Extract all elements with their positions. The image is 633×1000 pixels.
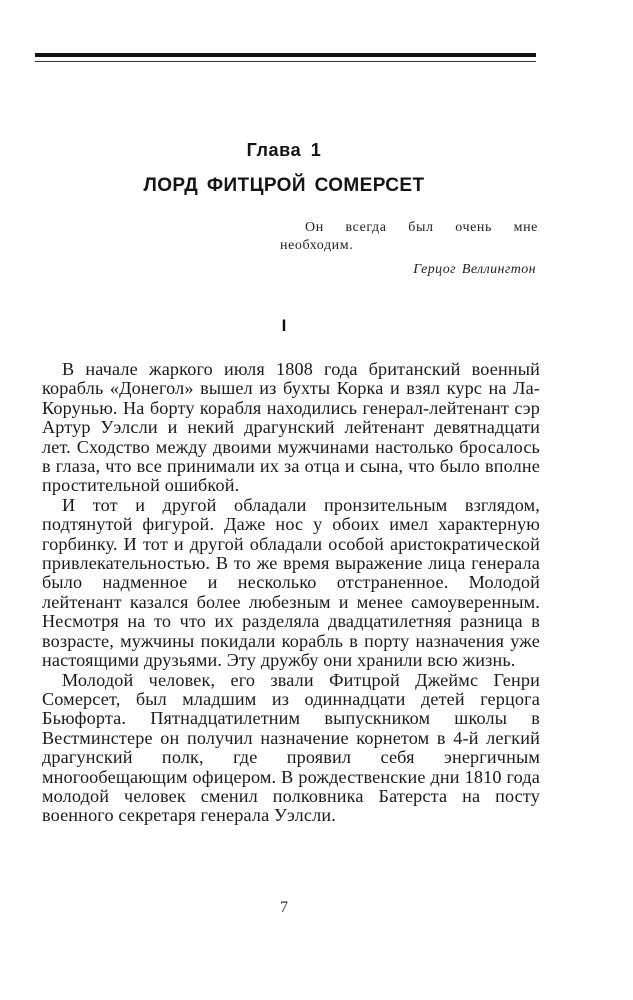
epigraph [280, 219, 538, 279]
page-number: 7 [280, 899, 288, 916]
epigraph-text: Он всегда был очень мне необходим. [280, 220, 538, 253]
epigraph-author: Герцог Веллингтон [413, 262, 536, 277]
header-rule-thick [35, 53, 536, 57]
paragraph: Молодой человек, его звали Фитцрой Джеймс Генри Сомерсет, был младшим из одиннадцати детей герцога Бьюфорта. Пятнадцатилетним выпускником школы в Вестминстере он получил назначение корнетом в 4-й легкий драгунский полк, где проявил себя энергичным многообещающим офицером. В рождественские дни 1810 года молодой человек сменил полковника Батерста на посту военного секретаря генерала Уэлсли. [42, 669, 540, 826]
paragraph: В начале жаркого июля 1808 года британский военный корабль «Донегол» вышел из бухты Корка и взял курс на Ла-Корунью. На борту корабля находились генерал-лейтенант сэр Артур Уэлсли и некий драгунский лейтенант девятнадцати лет. Сходство между двоими мужчинами настолько бросалось в глаза, что все принимали их за отца и сына, что было вполне простительной ошибкой. [42, 359, 540, 496]
body-text [42, 360, 540, 826]
chapter-label: Глава 1 [246, 140, 322, 160]
header-rule-thin [35, 61, 536, 62]
paragraph: И тот и другой обладали пронзительным взглядом, подтянутой фигурой. Даже нос у обоих имел характерную горбинку. И тот и другой обладали особой аристократической привлекательностью. В то же время выражение лица генерала было надменное и несколько отстраненное. Молодой лейтенант казался более любезным и менее самоуверенным. Несмотря на то что их разделяла двадцатилетняя разница в возрасте, мужчины покидали корабль в порту назначения уже настоящими друзьями. Эту дружбу они хранили всю жизнь. [42, 494, 540, 671]
section-number: I [281, 316, 287, 335]
chapter-title: ЛОРД ФИТЦРОЙ СОМЕРСЕТ [143, 175, 425, 196]
